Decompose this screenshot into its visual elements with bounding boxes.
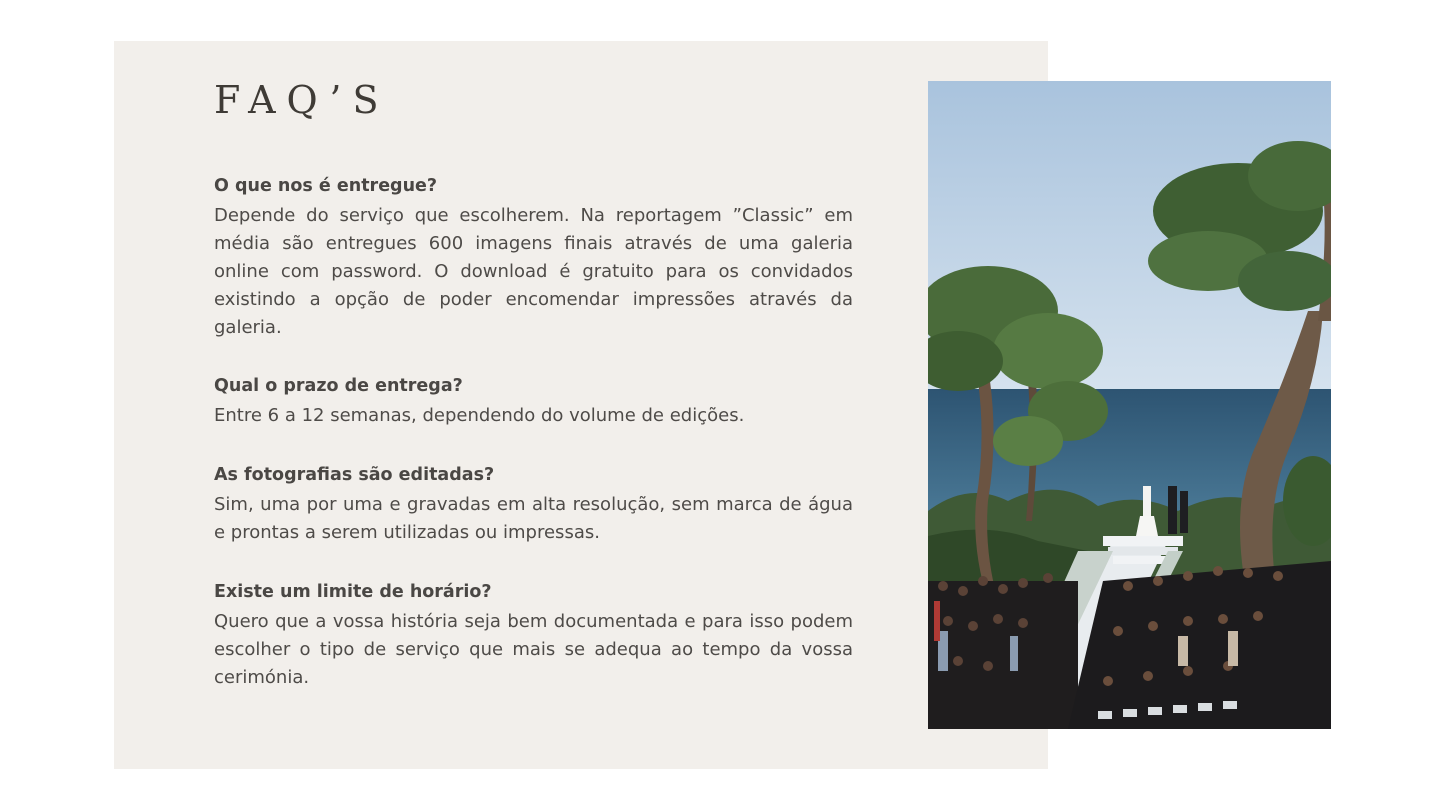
wedding-ceremony-photo	[928, 81, 1331, 729]
faq-answer: Sim, uma por uma e gravadas em alta resolução, sem marca de água e prontas a serem utilizadas ou impressas.	[214, 494, 853, 543]
faq-item-delivery-content	[214, 174, 853, 342]
page-title: FAQ’S	[214, 78, 390, 122]
faq-question: As fotografias são editadas?	[214, 465, 495, 485]
faq-question: Existe um limite de horário?	[214, 582, 492, 602]
wedding-ceremony-illustration	[928, 81, 1331, 729]
faq-question: Qual o prazo de entrega?	[214, 376, 463, 396]
faq-item-delivery-time	[214, 374, 853, 430]
faq-item-time-limit	[214, 580, 853, 692]
faq-answer: Depende do serviço que escolherem. Na reportagem ”Classic” em média são entregues 600 imagens finais através de uma galeria online com password. O download é gratuito para os convidados existindo a opção de poder encomendar impressões através da galeria.	[214, 205, 853, 338]
faq-item-editing	[214, 463, 853, 547]
faq-answer: Entre 6 a 12 semanas, dependendo do volume de edições.	[214, 405, 745, 426]
faq-question: O que nos é entregue?	[214, 176, 438, 196]
faq-answer: Quero que a vossa história seja bem documentada e para isso podem escolher o tipo de serviço que mais se adequa ao tempo da vossa cerimónia.	[214, 611, 853, 688]
